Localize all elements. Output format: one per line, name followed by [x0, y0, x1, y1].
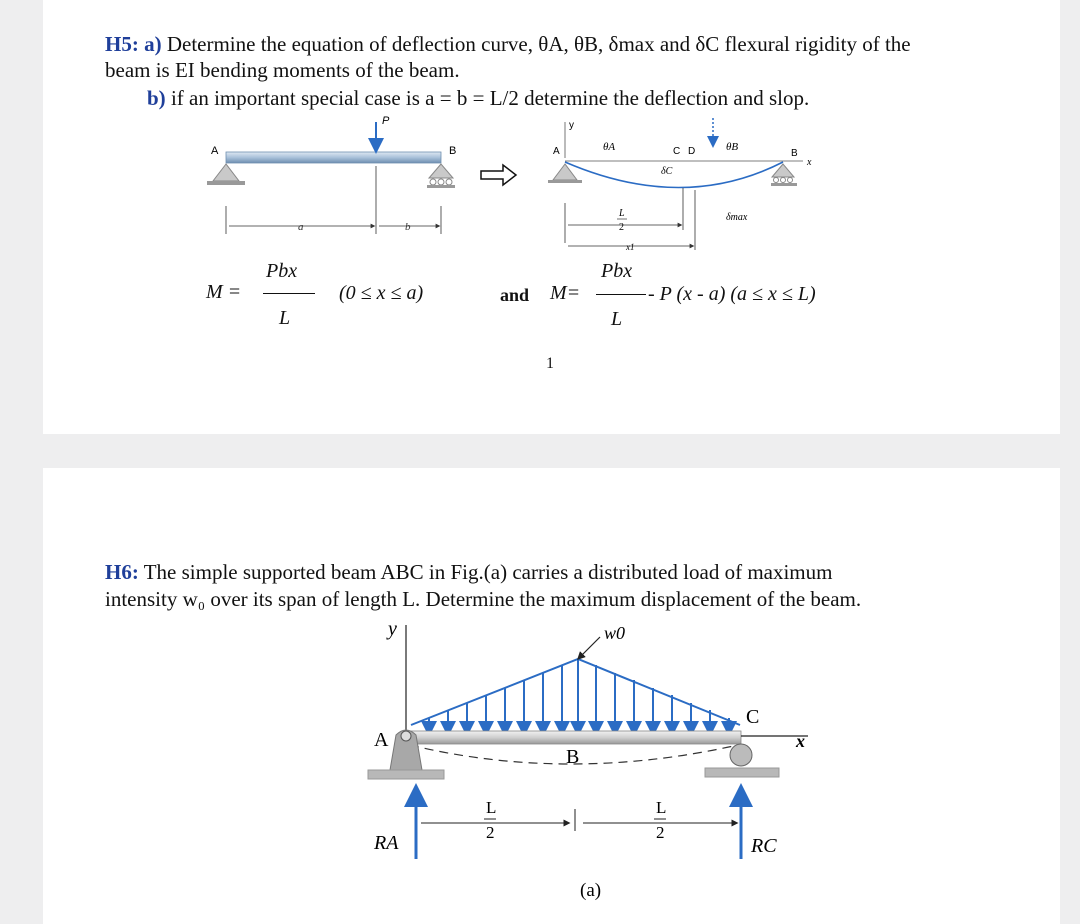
eq2-numerator: Pbx	[601, 260, 633, 282]
label-B-right: B	[791, 148, 798, 159]
label-y-axis: y	[388, 618, 397, 640]
roller-support-C	[705, 744, 779, 777]
label-w0: w0	[604, 623, 626, 643]
page-h5	[43, 0, 1060, 434]
label-x-right: x	[807, 157, 812, 168]
page-h6	[43, 468, 1060, 924]
h5-part-b-label: b)	[147, 86, 166, 110]
h5-line1-text: Determine the equation of deflection curve, θA, θB, δmax and δC flexural rigidity of the	[166, 32, 911, 56]
eq2-fraction-bar	[596, 294, 646, 295]
label-x-axis: x	[796, 731, 805, 751]
label-L-right: L	[656, 798, 667, 817]
eq2-denominator: L	[611, 308, 623, 330]
h5-part-b-text: if an important special case is a = b = L/2 determine the deflection and slop.	[170, 86, 810, 110]
beam-left	[207, 115, 456, 234]
implies-arrow-icon	[481, 165, 516, 185]
eq1-range: (0 ≤ x ≤ a)	[339, 282, 424, 304]
eq1-denominator: L	[279, 307, 291, 329]
label-L-half: L	[619, 208, 625, 219]
label-two-half: 2	[619, 222, 624, 233]
label-x1: x1	[626, 242, 635, 252]
eq-and: and	[500, 285, 530, 305]
h6-figure	[318, 613, 805, 919]
beam-right-deflected	[548, 118, 812, 252]
label-A-left: A	[211, 145, 219, 157]
eq2-lhs: M=	[550, 282, 581, 304]
h5-line1	[105, 31, 911, 57]
label-two-right: 2	[656, 823, 665, 842]
eq2-rest: - P (x - a) (a ≤ x ≤ L)	[648, 283, 816, 305]
label-deltaMax: δmax	[726, 212, 748, 223]
distributed-load	[411, 659, 740, 729]
eq1-fraction-bar	[263, 293, 315, 294]
eq1-numerator: Pbx	[266, 260, 298, 282]
label-L-left: L	[486, 798, 497, 817]
label-B: B	[566, 746, 580, 768]
figure-caption: (a)	[580, 880, 602, 901]
label-RC: RC	[751, 835, 777, 857]
label-B-left: B	[449, 145, 457, 157]
page-number: 1	[546, 355, 554, 372]
h5-part-a-label: a)	[144, 32, 162, 56]
label-thetaB: θB	[726, 141, 739, 153]
label-C: C	[673, 146, 681, 157]
label-b: b	[405, 221, 411, 233]
label-P: P	[382, 115, 390, 127]
label-RA: RA	[374, 832, 399, 854]
label-deltaC: δC	[661, 166, 673, 177]
h6-line2: intensity w₀ over its span of length L. Determine the maximum displacement of the beam.	[105, 587, 862, 611]
h6-line1-text: The simple supported beam ABC in Fig.(a) carries a distributed load of maximum	[143, 560, 833, 584]
label-two-left: 2	[486, 823, 495, 842]
h6-label: H6:	[105, 560, 139, 584]
label-thetaA: θA	[603, 141, 616, 153]
eq1-lhs: M =	[206, 281, 242, 303]
beam	[406, 731, 741, 744]
label-a: a	[298, 221, 304, 233]
label-y-right: y	[569, 120, 574, 131]
label-D: D	[688, 146, 696, 157]
h5-label: H5:	[105, 32, 139, 56]
label-A: A	[374, 729, 389, 751]
h5-figure	[43, 108, 1060, 258]
label-C: C	[746, 706, 760, 728]
h6-line1	[105, 559, 832, 585]
h5-line2: beam is EI bending moments of the beam.	[105, 58, 460, 82]
label-A-right: A	[553, 146, 560, 157]
